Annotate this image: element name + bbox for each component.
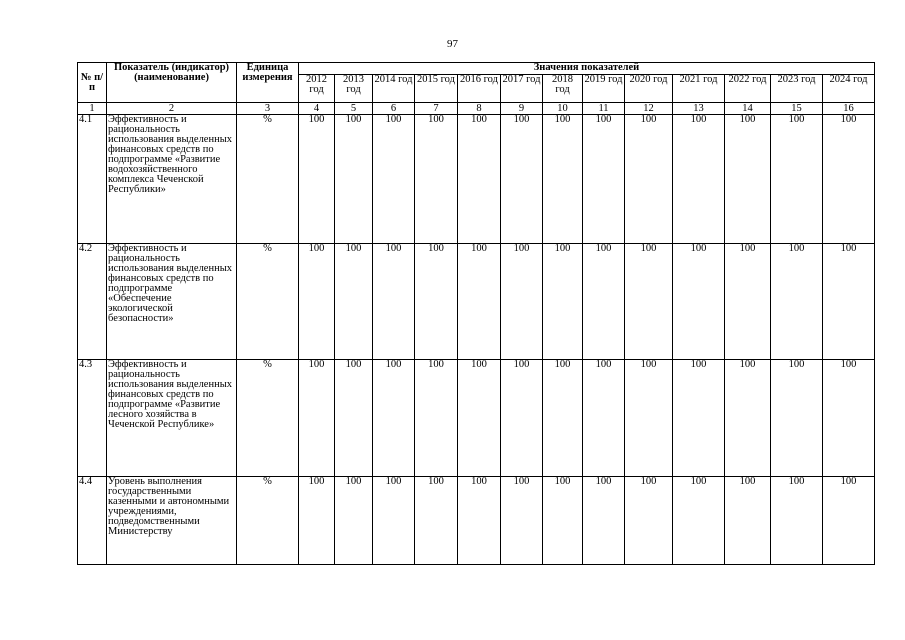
header-year: 2017 год bbox=[501, 75, 543, 103]
value-cell: 100 bbox=[299, 477, 335, 565]
value-cell: 100 bbox=[673, 244, 725, 360]
value-cell: 100 bbox=[823, 360, 875, 477]
table-row bbox=[78, 360, 875, 477]
column-index-cell: 11 bbox=[583, 103, 625, 115]
column-index-cell: 5 bbox=[335, 103, 373, 115]
value-cell: 100 bbox=[771, 360, 823, 477]
value-cell: 100 bbox=[625, 360, 673, 477]
header-year: 2020 год bbox=[625, 75, 673, 103]
header-year: 2016 год bbox=[458, 75, 501, 103]
value-cell: 100 bbox=[673, 115, 725, 244]
indicator-name: Эффективность и рациональность использования выделенных финансовых средств по подпрограмме «Развитие лесного хозяйства в Чеченской Республике» bbox=[107, 360, 237, 477]
value-cell: 100 bbox=[543, 477, 583, 565]
header-year: 2024 год bbox=[823, 75, 875, 103]
value-cell: 100 bbox=[771, 477, 823, 565]
header-year: 2014 год bbox=[373, 75, 415, 103]
column-index-cell: 13 bbox=[673, 103, 725, 115]
header-values: Значения показателей bbox=[299, 63, 875, 75]
row-number: 4.1 bbox=[78, 115, 107, 244]
value-cell: 100 bbox=[771, 244, 823, 360]
page-number: 97 bbox=[447, 38, 458, 50]
column-index-cell: 12 bbox=[625, 103, 673, 115]
value-cell: 100 bbox=[335, 360, 373, 477]
indicator-name: Эффективность и рациональность использования выделенных финансовых средств по подпрограмме «Обеспечение экологической безопасности» bbox=[107, 244, 237, 360]
header-year: 2012 год bbox=[299, 75, 335, 103]
unit-cell: % bbox=[237, 244, 299, 360]
header-year: 2021 год bbox=[673, 75, 725, 103]
value-cell: 100 bbox=[458, 360, 501, 477]
unit-cell: % bbox=[237, 477, 299, 565]
header-year: 2019 год bbox=[583, 75, 625, 103]
value-cell: 100 bbox=[543, 115, 583, 244]
table-row bbox=[78, 244, 875, 360]
value-cell: 100 bbox=[625, 477, 673, 565]
value-cell: 100 bbox=[458, 477, 501, 565]
value-cell: 100 bbox=[415, 244, 458, 360]
value-cell: 100 bbox=[373, 115, 415, 244]
value-cell: 100 bbox=[823, 115, 875, 244]
value-cell: 100 bbox=[458, 115, 501, 244]
row-number: 4.3 bbox=[78, 360, 107, 477]
header-indicator: Показатель (индикатор) (наименование) bbox=[107, 63, 237, 103]
column-index-cell: 3 bbox=[237, 103, 299, 115]
value-cell: 100 bbox=[299, 360, 335, 477]
column-index-cell: 4 bbox=[299, 103, 335, 115]
value-cell: 100 bbox=[543, 360, 583, 477]
column-index-cell: 14 bbox=[725, 103, 771, 115]
value-cell: 100 bbox=[823, 244, 875, 360]
column-index-cell: 2 bbox=[107, 103, 237, 115]
indicators-table bbox=[77, 62, 875, 565]
value-cell: 100 bbox=[501, 477, 543, 565]
row-number: 4.2 bbox=[78, 244, 107, 360]
value-cell: 100 bbox=[415, 360, 458, 477]
column-index-cell: 7 bbox=[415, 103, 458, 115]
value-cell: 100 bbox=[299, 244, 335, 360]
header-year: 2022 год bbox=[725, 75, 771, 103]
column-index-row bbox=[78, 103, 875, 115]
value-cell: 100 bbox=[583, 244, 625, 360]
value-cell: 100 bbox=[501, 244, 543, 360]
value-cell: 100 bbox=[373, 477, 415, 565]
value-cell: 100 bbox=[501, 115, 543, 244]
value-cell: 100 bbox=[583, 477, 625, 565]
header-year: 2015 год bbox=[415, 75, 458, 103]
table-row bbox=[78, 115, 875, 244]
column-index-cell: 10 bbox=[543, 103, 583, 115]
value-cell: 100 bbox=[458, 244, 501, 360]
unit-cell: % bbox=[237, 115, 299, 244]
value-cell: 100 bbox=[583, 115, 625, 244]
value-cell: 100 bbox=[625, 115, 673, 244]
value-cell: 100 bbox=[335, 115, 373, 244]
table-row bbox=[78, 477, 875, 565]
column-index-cell: 1 bbox=[78, 103, 107, 115]
header-num: № п/п bbox=[78, 63, 107, 103]
value-cell: 100 bbox=[583, 360, 625, 477]
value-cell: 100 bbox=[725, 115, 771, 244]
value-cell: 100 bbox=[725, 477, 771, 565]
header-year: 2023 год bbox=[771, 75, 823, 103]
value-cell: 100 bbox=[335, 244, 373, 360]
value-cell: 100 bbox=[501, 360, 543, 477]
header-unit: Единица измерения bbox=[237, 63, 299, 103]
column-index-cell: 8 bbox=[458, 103, 501, 115]
indicator-name: Эффективность и рациональность использования выделенных финансовых средств по подпрограмме «Развитие водохозяйственного комплекса Чеченской Республики» bbox=[107, 115, 237, 244]
value-cell: 100 bbox=[625, 244, 673, 360]
column-index-cell: 16 bbox=[823, 103, 875, 115]
column-index-cell: 6 bbox=[373, 103, 415, 115]
value-cell: 100 bbox=[299, 115, 335, 244]
column-index-cell: 15 bbox=[771, 103, 823, 115]
value-cell: 100 bbox=[771, 115, 823, 244]
value-cell: 100 bbox=[543, 244, 583, 360]
header-year: 2013 год bbox=[335, 75, 373, 103]
value-cell: 100 bbox=[415, 477, 458, 565]
column-index-cell: 9 bbox=[501, 103, 543, 115]
row-number: 4.4 bbox=[78, 477, 107, 565]
value-cell: 100 bbox=[415, 115, 458, 244]
value-cell: 100 bbox=[673, 360, 725, 477]
value-cell: 100 bbox=[725, 244, 771, 360]
value-cell: 100 bbox=[823, 477, 875, 565]
unit-cell: % bbox=[237, 360, 299, 477]
value-cell: 100 bbox=[725, 360, 771, 477]
value-cell: 100 bbox=[373, 360, 415, 477]
value-cell: 100 bbox=[673, 477, 725, 565]
value-cell: 100 bbox=[373, 244, 415, 360]
header-year: 2018 год bbox=[543, 75, 583, 103]
value-cell: 100 bbox=[335, 477, 373, 565]
indicator-name: Уровень выполнения государственными казенными и автономными учреждениями, подведомственными Министерству bbox=[107, 477, 237, 565]
